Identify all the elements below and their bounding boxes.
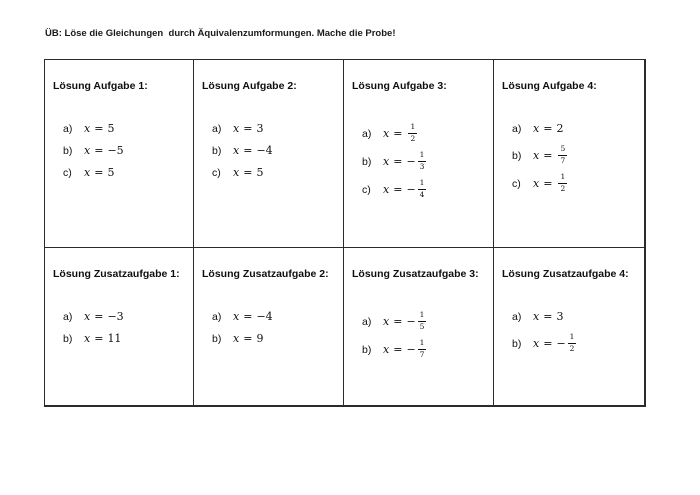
- minus-sign: −: [406, 183, 416, 196]
- value: −5: [107, 144, 124, 157]
- cell-header: Lösung Aufgabe 4:: [502, 80, 597, 92]
- equals-sign: =: [393, 127, 403, 140]
- minus-sign: −: [406, 155, 416, 168]
- equation: [383, 123, 417, 143]
- solution-item: [212, 165, 339, 180]
- equals-sign: =: [94, 310, 104, 323]
- item-label: a): [212, 310, 222, 323]
- equation: [233, 310, 273, 323]
- variable: x: [233, 310, 240, 323]
- cell-aufgabe-4: [494, 60, 644, 248]
- variable: x: [533, 149, 540, 162]
- solution-items: [512, 121, 640, 196]
- variable: x: [383, 127, 390, 140]
- variable: x: [233, 166, 240, 179]
- fraction: [418, 311, 427, 331]
- cell-zusatzaufgabe-3: [344, 248, 494, 405]
- solution-items: [212, 309, 339, 346]
- minus-sign: −: [556, 337, 566, 350]
- numerator: 1: [418, 339, 427, 350]
- cell-header: Lösung Zusatzaufgabe 1:: [53, 268, 180, 280]
- variable: x: [383, 183, 390, 196]
- cell-aufgabe-2: [194, 60, 344, 248]
- denominator: 5: [419, 322, 425, 331]
- equals-sign: =: [94, 166, 104, 179]
- equation: [84, 310, 124, 323]
- solution-item: [362, 337, 489, 362]
- equals-sign: =: [393, 155, 403, 168]
- page-title: ÜB: Löse die Gleichungen durch Äquivalenzumformungen. Mache die Probe!: [45, 28, 396, 39]
- variable: x: [84, 332, 91, 345]
- equals-sign: =: [543, 310, 553, 323]
- equation: [84, 166, 114, 179]
- value: 5: [107, 122, 115, 135]
- cell-aufgabe-1: [45, 60, 194, 248]
- denominator: 2: [410, 134, 416, 143]
- equals-sign: =: [393, 183, 403, 196]
- fraction: [418, 151, 427, 171]
- equation: [233, 166, 263, 179]
- cell-header: Lösung Zusatzaufgabe 2:: [202, 268, 329, 280]
- equation: [533, 145, 567, 165]
- solution-item: [362, 309, 489, 334]
- denominator: 2: [560, 184, 566, 193]
- cell-zusatzaufgabe-4: [494, 248, 644, 405]
- equals-sign: =: [543, 177, 553, 190]
- variable: x: [233, 122, 240, 135]
- fraction: [418, 179, 427, 199]
- numerator: 1: [568, 333, 577, 344]
- solution-item: [512, 121, 640, 136]
- equals-sign: =: [393, 315, 403, 328]
- denominator: 3: [419, 162, 425, 171]
- cell-header: Lösung Zusatzaufgabe 4:: [502, 268, 629, 280]
- item-label: a): [512, 310, 522, 323]
- solution-item: [212, 121, 339, 136]
- variable: x: [533, 310, 540, 323]
- equation: [233, 144, 273, 157]
- solution-item: [63, 165, 189, 180]
- solution-items: [512, 309, 640, 356]
- variable: x: [533, 337, 540, 350]
- item-label: b): [512, 149, 522, 162]
- fraction: [408, 123, 417, 143]
- fraction: [418, 339, 427, 359]
- variable: x: [84, 310, 91, 323]
- solution-item: [212, 143, 339, 158]
- item-label: c): [362, 183, 371, 196]
- item-label: b): [512, 337, 522, 350]
- solution-item: [212, 309, 339, 324]
- variable: x: [84, 144, 91, 157]
- item-label: b): [362, 155, 372, 168]
- equals-sign: =: [543, 149, 553, 162]
- equation: [233, 122, 263, 135]
- solution-item: [362, 177, 489, 202]
- solution-item: [63, 143, 189, 158]
- equals-sign: =: [94, 332, 104, 345]
- solution-item: [63, 331, 189, 346]
- value: 9: [256, 332, 264, 345]
- variable: x: [233, 332, 240, 345]
- equals-sign: =: [543, 122, 553, 135]
- solution-items: [212, 121, 339, 180]
- cell-header: Lösung Aufgabe 2:: [202, 80, 297, 92]
- solution-item: [362, 149, 489, 174]
- solution-item: [63, 121, 189, 136]
- equation: [533, 173, 567, 193]
- item-label: b): [212, 144, 222, 157]
- numerator: 1: [558, 173, 567, 184]
- variable: x: [533, 177, 540, 190]
- fraction: [558, 173, 567, 193]
- solution-item: [63, 309, 189, 324]
- equation: [233, 332, 263, 345]
- equation: [533, 310, 563, 323]
- denominator: 2: [569, 344, 575, 353]
- equation: [84, 144, 124, 157]
- numerator: 1: [418, 151, 427, 162]
- denominator: 4: [419, 190, 425, 199]
- numerator: 5: [558, 145, 567, 156]
- item-label: a): [512, 122, 522, 135]
- solution-item: [212, 331, 339, 346]
- equals-sign: =: [243, 310, 253, 323]
- cell-header: Lösung Zusatzaufgabe 3:: [352, 268, 479, 280]
- value: −4: [256, 144, 273, 157]
- fraction: [558, 145, 567, 165]
- minus-sign: −: [406, 343, 416, 356]
- value: 3: [556, 310, 564, 323]
- numerator: 1: [408, 123, 417, 134]
- equation: [383, 311, 426, 331]
- cell-zusatzaufgabe-2: [194, 248, 344, 405]
- item-label: a): [63, 310, 73, 323]
- solution-items: [362, 309, 489, 362]
- variable: x: [533, 122, 540, 135]
- item-label: b): [63, 332, 73, 345]
- equals-sign: =: [393, 343, 403, 356]
- variable: x: [383, 315, 390, 328]
- item-label: b): [63, 144, 73, 157]
- item-label: b): [212, 332, 222, 345]
- numerator: 1: [418, 311, 427, 322]
- denominator: 7: [419, 350, 425, 359]
- item-label: a): [212, 122, 222, 135]
- equation: [533, 333, 576, 353]
- equation: [533, 122, 563, 135]
- solution-items: [362, 121, 489, 202]
- item-label: a): [63, 122, 73, 135]
- value: 2: [556, 122, 564, 135]
- fraction: [568, 333, 577, 353]
- equation: [383, 339, 426, 359]
- item-label: c): [212, 166, 221, 179]
- variable: x: [383, 343, 390, 356]
- equals-sign: =: [243, 122, 253, 135]
- equation: [84, 332, 121, 345]
- item-label: a): [362, 127, 372, 140]
- equals-sign: =: [94, 122, 104, 135]
- solution-item: [512, 331, 640, 356]
- variable: x: [84, 122, 91, 135]
- value: 5: [107, 166, 115, 179]
- value: −3: [107, 310, 124, 323]
- equals-sign: =: [243, 332, 253, 345]
- value: 11: [107, 332, 122, 345]
- value: 5: [256, 166, 264, 179]
- equals-sign: =: [94, 144, 104, 157]
- cell-header: Lösung Aufgabe 3:: [352, 80, 447, 92]
- solution-item: [512, 171, 640, 196]
- solution-item: [512, 309, 640, 324]
- solution-item: [362, 121, 489, 146]
- cell-aufgabe-3: [344, 60, 494, 248]
- minus-sign: −: [406, 315, 416, 328]
- item-label: c): [512, 177, 521, 190]
- equation: [383, 179, 426, 199]
- equation: [383, 151, 426, 171]
- solution-items: [63, 121, 189, 180]
- item-label: a): [362, 315, 372, 328]
- cell-zusatzaufgabe-1: [45, 248, 194, 405]
- value: 3: [256, 122, 264, 135]
- solutions-table: [44, 59, 646, 407]
- value: −4: [256, 310, 273, 323]
- item-label: b): [362, 343, 372, 356]
- equals-sign: =: [243, 166, 253, 179]
- cell-header: Lösung Aufgabe 1:: [53, 80, 148, 92]
- solution-item: [512, 143, 640, 168]
- numerator: 1: [418, 179, 427, 190]
- equals-sign: =: [243, 144, 253, 157]
- equals-sign: =: [543, 337, 553, 350]
- variable: x: [84, 166, 91, 179]
- variable: x: [383, 155, 390, 168]
- variable: x: [233, 144, 240, 157]
- equation: [84, 122, 114, 135]
- denominator: 7: [560, 156, 566, 165]
- solution-items: [63, 309, 189, 346]
- item-label: c): [63, 166, 72, 179]
